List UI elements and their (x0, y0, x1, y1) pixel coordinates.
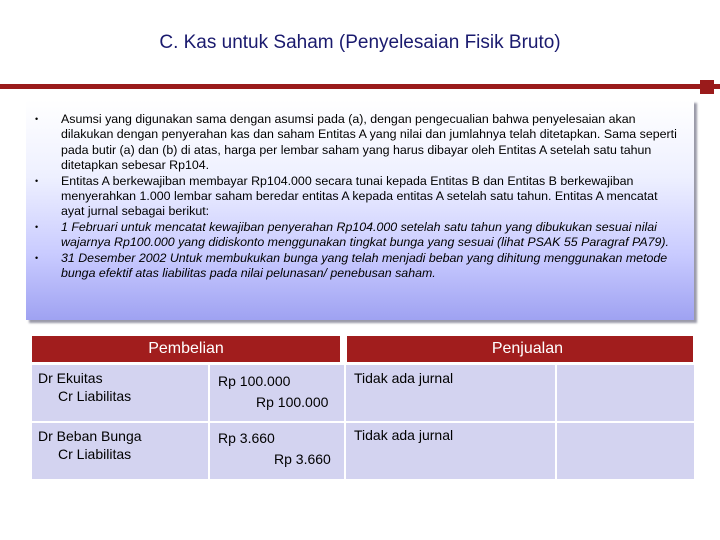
account-cell (32, 423, 210, 479)
penjualan-cell (346, 365, 557, 421)
journal-row (32, 365, 694, 421)
content-box (26, 100, 694, 320)
credit-account: Cr Liabilitas (58, 446, 132, 462)
title-rule (0, 84, 720, 89)
debit-amount: Rp 100.000 (218, 373, 291, 389)
empty-cell (557, 365, 694, 421)
bullet-dot-icon: • (35, 252, 39, 263)
journal-row (32, 423, 694, 479)
credit-amount: Rp 100.000 (256, 394, 329, 410)
amount-cell (210, 423, 346, 479)
header-pembelian: Pembelian (32, 336, 340, 362)
slide-title: C. Kas untuk Saham (Penyelesaian Fisik Bruto) (159, 32, 561, 53)
header-penjualan (347, 336, 693, 362)
debit-account: Dr Ekuitas (38, 370, 103, 386)
bullet-dot-icon: • (35, 221, 39, 232)
penjualan-cell (346, 423, 557, 479)
bullet-dot-icon: • (35, 175, 39, 186)
bullet-item: • 31 Desember 2002 Untuk membukukan bunga yang telah menjadi beban yang dihitung menggunakan metode bunga efektif atas liabilitas pada nilai pelunasan/ penebusan saham. (35, 250, 668, 281)
bullet-dot-icon: • (35, 114, 39, 124)
title-rule-marker (700, 80, 714, 94)
bullet-item: • Entitas A berkewajiban membayar Rp104.000 secara tunai kepada Entitas B dan Entitas B berkewajiban menyerahkan 1.000 lembar saham beredar entitas A kepada entitas A setelah satu tahun. Entitas A mencatat ayat jurnal sebagai berikut: (35, 173, 658, 219)
header-penjualan-label: Penjualan (491, 340, 563, 357)
debit-amount: Rp 3.660 (218, 430, 275, 446)
penjualan-entry: Tidak ada jurnal (354, 370, 454, 386)
bullet-item: • Asumsi yang digunakan sama dengan asumsi pada (a), dengan pengecualian bahwa penyelesaian akan dilakukan dengan penyerahan kas dan saham Entitas A yang nilai dan jumlahnya telah ditetapkan. Sama seperti pada butir (a) dan (b) di atas, harga per lembar saham yang harus dibayar oleh Entitas A setelah satu tahun ditetapkan sebesar Rp104. (35, 112, 677, 173)
penjualan-entry: Tidak ada jurnal (354, 427, 454, 443)
empty-cell (557, 423, 694, 479)
credit-account: Cr Liabilitas (58, 388, 132, 404)
account-cell (32, 365, 210, 421)
debit-account: Dr Beban Bunga (38, 428, 142, 444)
bullet-item: • 1 Februari untuk mencatat kewajiban penyerahan Rp104.000 setelah satu tahun yang dibukukan sesuai nilai wajarnya Rp100.000 yang didiskonto menggunakan tingkat bunga yang sesuai (lihat PSAK 55 Paragraf PA79). (35, 219, 669, 250)
credit-amount: Rp 3.660 (274, 451, 331, 467)
bullet-list (26, 112, 694, 281)
amount-cell (210, 365, 346, 421)
